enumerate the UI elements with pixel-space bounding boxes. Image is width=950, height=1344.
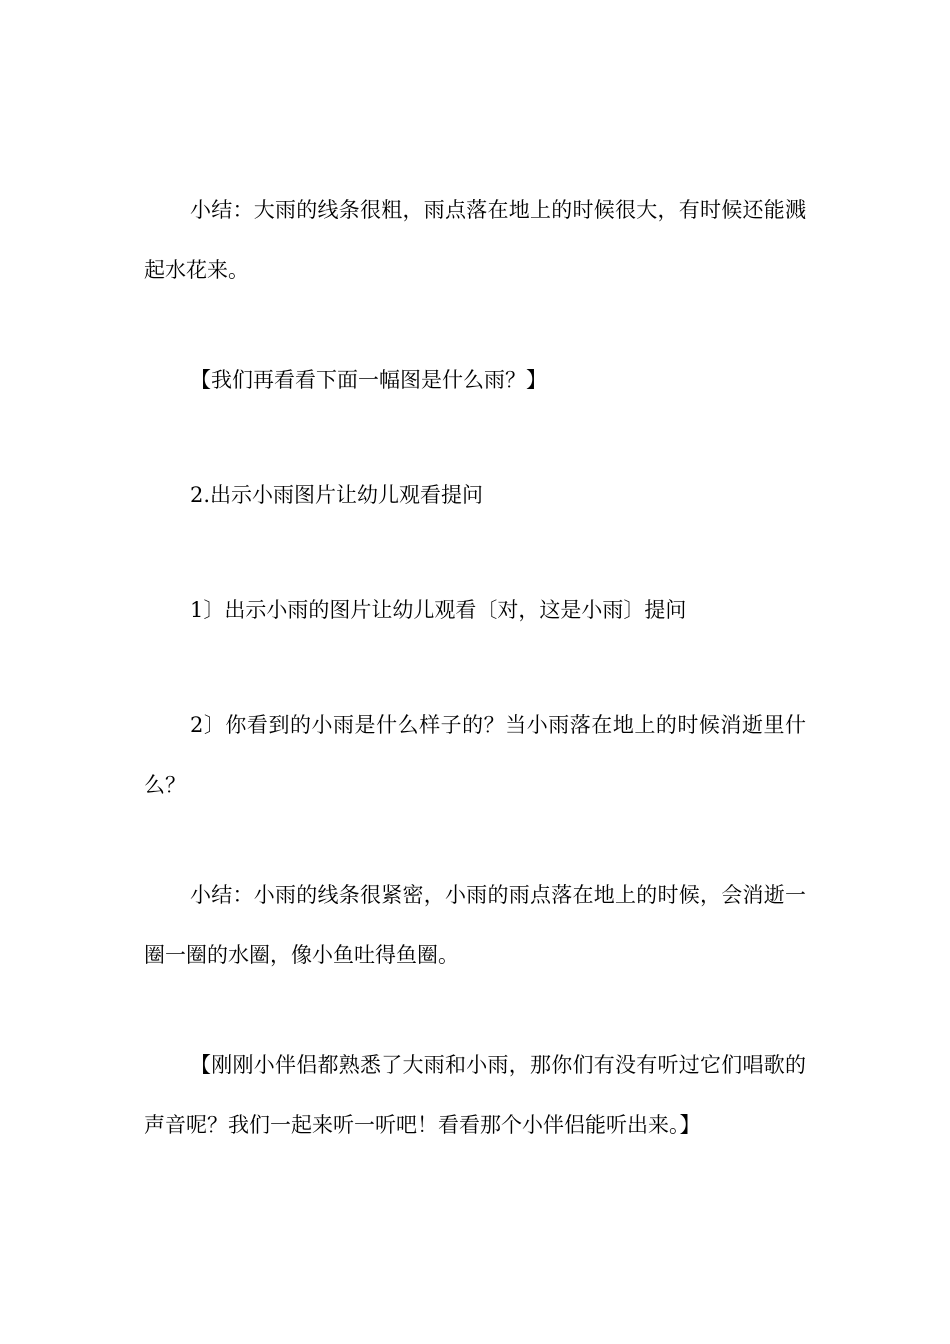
paragraph-summary-heavy-rain: 小结：大雨的线条很粗，雨点落在地上的时候很大，有时候还能溅起水花来。 [144,198,806,282]
paragraph-step-2-1: 1〕出示小雨的图片让幼儿观看〔对，这是小雨〕提问 [190,598,687,622]
paragraph-question-next-picture: 【我们再看看下面一幅图是什么雨？】 [190,368,547,392]
paragraph-listen-prompt: 【刚刚小伴侣都熟悉了大雨和小雨，那你们有没有听过它们唱歌的声音呢？我们一起来听一听吧！看看那个小伴侣能听出来。】 [144,1053,806,1137]
paragraph-step-2-2: 2〕你看到的小雨是什么样子的？当小雨落在地上的时候消逝里什么？ [144,713,806,797]
paragraph-summary-light-rain: 小结：小雨的线条很紧密，小雨的雨点落在地上的时候，会消逝一圈一圈的水圈，像小鱼吐得鱼圈。 [144,883,806,967]
paragraph-step-2: 2.出示小雨图片让幼儿观看提问 [190,483,484,507]
